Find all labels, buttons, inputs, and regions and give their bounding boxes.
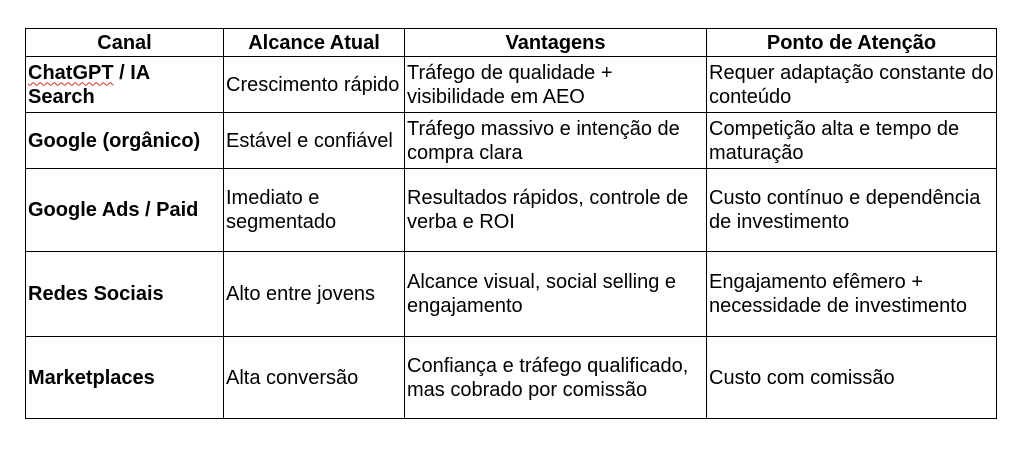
vantagens-cell: Confiança e tráfego qualificado, mas cobrado por comissão (405, 337, 707, 419)
atencao-cell: Engajamento efêmero + necessidade de investimento (707, 252, 997, 337)
canal-cell: Redes Sociais (26, 252, 224, 337)
header-canal: Canal (26, 29, 224, 57)
table-row (26, 57, 997, 113)
atencao-cell: Competição alta e tempo de maturação (707, 113, 997, 169)
spellcheck-flagged-word: ChatGPT (28, 61, 114, 84)
vantagens-cell: Alcance visual, social selling e engajamento (405, 252, 707, 337)
canal-cell (26, 57, 224, 113)
table-header-row (26, 29, 997, 57)
alcance-cell: Estável e confiável (224, 113, 405, 169)
table-row (26, 113, 997, 169)
atencao-cell: Custo contínuo e dependência de investimento (707, 169, 997, 252)
canal-cell: Marketplaces (26, 337, 224, 419)
vantagens-cell: Tráfego de qualidade + visibilidade em AEO (405, 57, 707, 113)
channel-comparison-table (25, 28, 997, 419)
alcance-cell: Alta conversão (224, 337, 405, 419)
table-row (26, 169, 997, 252)
alcance-cell: Crescimento rápido (224, 57, 405, 113)
atencao-cell: Custo com comissão (707, 337, 997, 419)
vantagens-cell: Resultados rápidos, controle de verba e ROI (405, 169, 707, 252)
atencao-cell: Requer adaptação constante do conteúdo (707, 57, 997, 113)
table-row (26, 252, 997, 337)
canal-cell: Google (orgânico) (26, 113, 224, 169)
table-row (26, 337, 997, 419)
alcance-cell: Alto entre jovens (224, 252, 405, 337)
header-alcance-atual: Alcance Atual (224, 29, 405, 57)
alcance-cell: Imediato e segmentado (224, 169, 405, 252)
header-vantagens: Vantagens (405, 29, 707, 57)
vantagens-cell: Tráfego massivo e intenção de compra clara (405, 113, 707, 169)
header-ponto-de-atencao: Ponto de Atenção (707, 29, 997, 57)
canal-cell-text: / IA Search (28, 61, 150, 108)
canal-cell: Google Ads / Paid (26, 169, 224, 252)
